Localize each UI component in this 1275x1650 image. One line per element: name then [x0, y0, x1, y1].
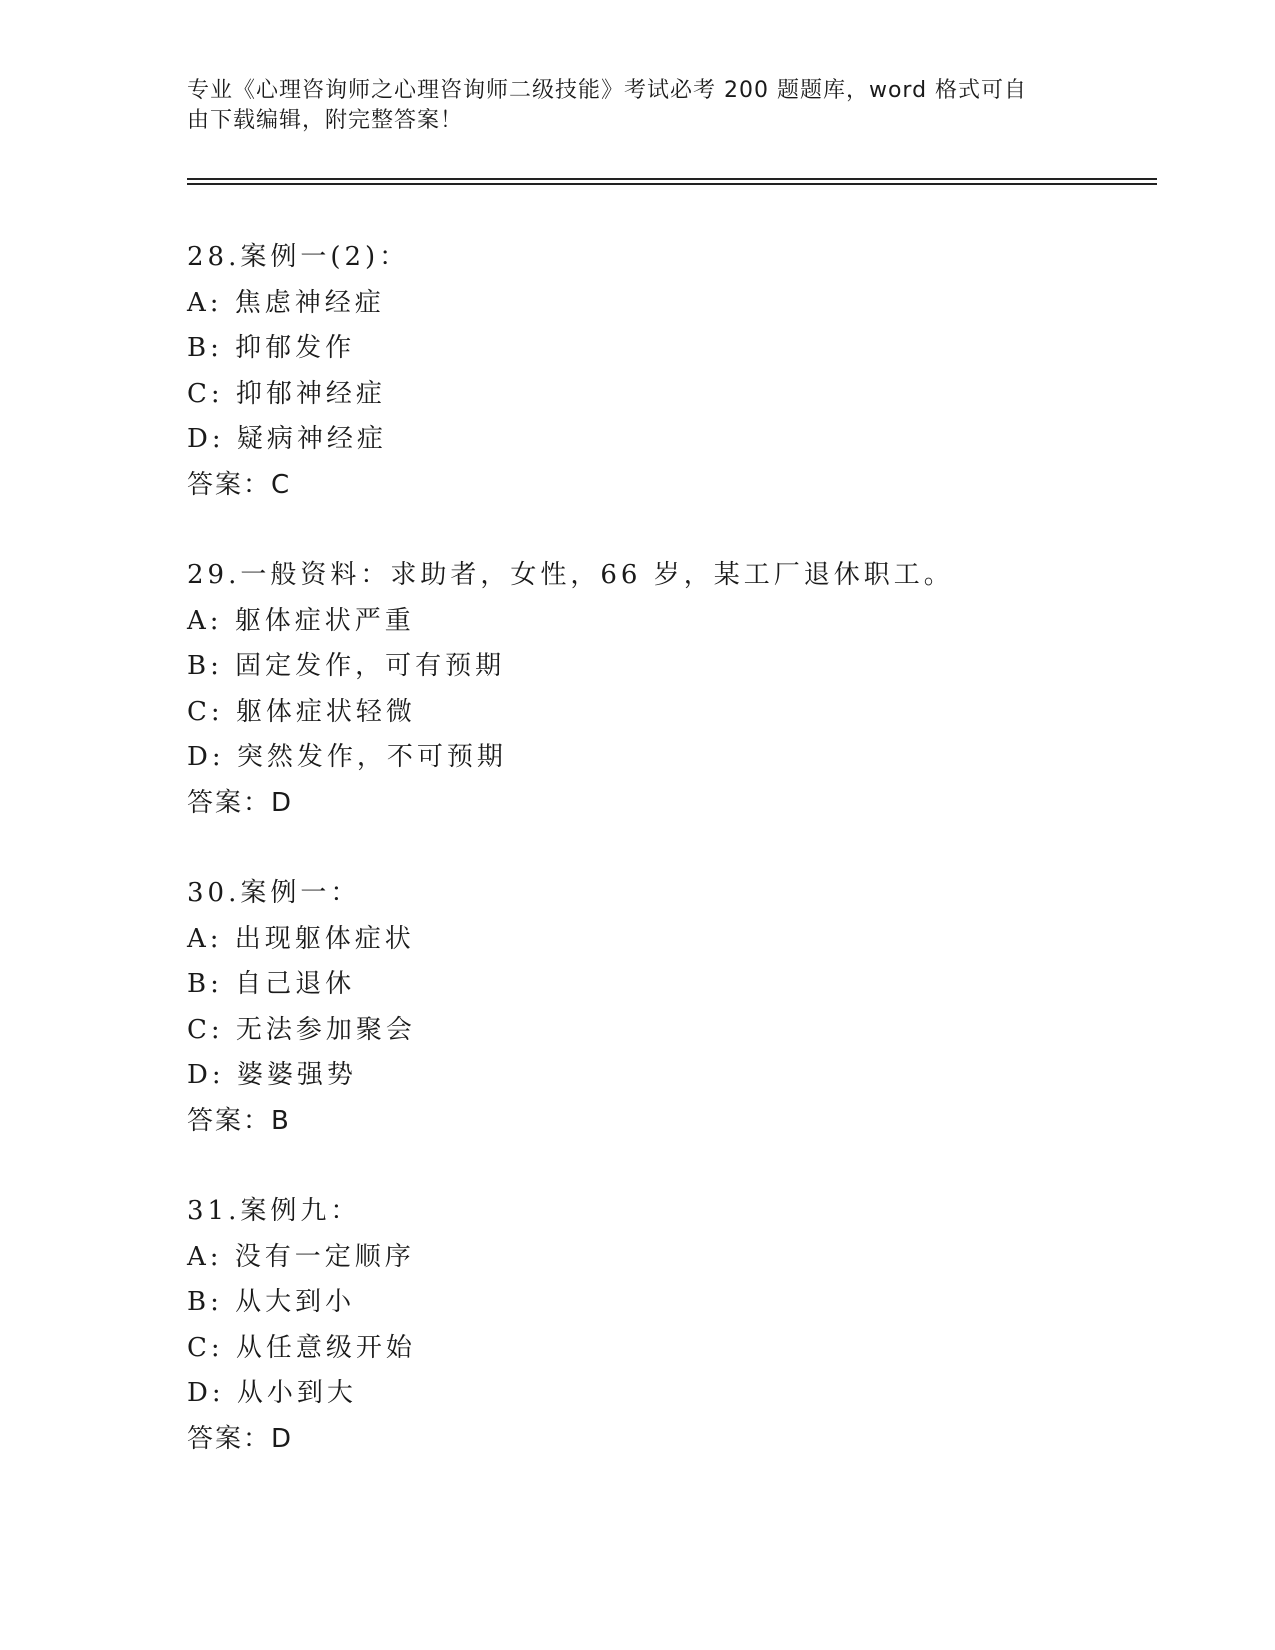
option-b: B: 从大到小: [187, 1287, 356, 1317]
option-a: A: 没有一定顺序: [187, 1241, 415, 1272]
option-a: A: 出现躯体症状: [187, 923, 415, 954]
option-b: B: 抑郁发作: [187, 333, 356, 363]
option-d: D: 疑病神经症: [187, 424, 387, 454]
question-28: [187, 235, 1137, 508]
question-29: [187, 553, 1137, 826]
option-c: C: 抑郁神经症: [187, 378, 386, 409]
question-stem: 30.案例一：: [187, 878, 361, 908]
question-30: [187, 871, 1137, 1144]
question-stem: 31.案例九：: [187, 1196, 361, 1226]
header-divider-top: [187, 178, 1157, 180]
option-a: A: 躯体症状严重: [187, 605, 415, 636]
option-d: D: 从小到大: [187, 1378, 357, 1408]
answer: 答案：B: [187, 1105, 291, 1136]
option-b: B: 固定发作，可有预期: [187, 651, 506, 681]
answer: 答案：C: [187, 469, 292, 500]
question-stem: 29.一般资料：求助者，女性，66 岁，某工厂退休职工。: [187, 560, 954, 590]
question-list: [187, 235, 1137, 1507]
option-d: D: 突然发作，不可预期: [187, 742, 507, 772]
answer: 答案：D: [187, 1423, 294, 1454]
answer: 答案：D: [187, 787, 294, 818]
option-c: C: 躯体症状轻微: [187, 696, 416, 727]
option-c: C: 无法参加聚会: [187, 1014, 416, 1045]
header-divider-bottom: [187, 183, 1157, 185]
header-line-1: 专业《心理咨询师之心理咨询师二级技能》考试必考 200 题题库，word 格式可自: [187, 78, 1028, 103]
option-a: A: 焦虑神经症: [187, 287, 385, 318]
document-header: [187, 76, 1067, 136]
question-stem: 28.案例一(2)：: [187, 242, 410, 272]
header-line-2: 由下载编辑，附完整答案！: [187, 108, 464, 133]
option-d: D: 婆婆强势: [187, 1060, 357, 1090]
question-31: [187, 1189, 1137, 1462]
option-b: B: 自己退休: [187, 969, 356, 999]
option-c: C: 从任意级开始: [187, 1332, 416, 1363]
